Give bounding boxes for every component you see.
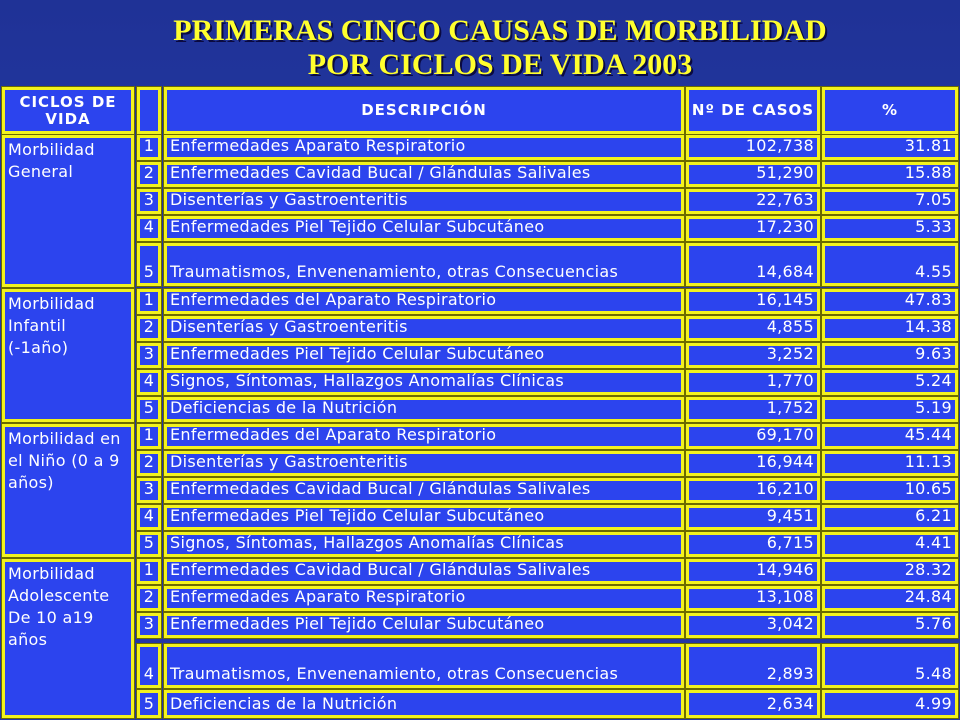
case-count: 102,738 (686, 135, 820, 160)
title-line-2: POR CICLOS DE VIDA 2003 (307, 48, 693, 81)
cause-description: Deficiencias de la Nutrición (164, 690, 684, 718)
cycle-label: Morbilidad General (2, 135, 134, 287)
case-count: 13,108 (686, 586, 820, 611)
case-percent: 5.24 (822, 370, 958, 395)
row-number: 1 (137, 135, 161, 160)
case-percent: 31.81 (822, 135, 958, 160)
case-count: 22,763 (686, 189, 820, 214)
row-number: 2 (137, 586, 161, 611)
case-count: 69,170 (686, 424, 820, 449)
cause-description: Enfermedades del Aparato Respiratorio (164, 424, 684, 449)
cause-description: Enfermedades Piel Tejido Celular Subcutáneo (164, 216, 684, 241)
cause-description: Enfermedades Piel Tejido Celular Subcutáneo (164, 505, 684, 530)
case-count: 3,042 (686, 613, 820, 638)
case-count: 14,684 (686, 243, 820, 286)
case-percent: 5.76 (822, 613, 958, 638)
case-count: 16,145 (686, 289, 820, 314)
row-number: 1 (137, 424, 161, 449)
case-percent: 24.84 (822, 586, 958, 611)
page-title (0, 14, 960, 82)
cause-description: Deficiencias de la Nutrición (164, 397, 684, 422)
row-number: 1 (137, 559, 161, 584)
header-descripcion: DESCRIPCIÓN (164, 87, 684, 134)
row-number: 2 (137, 162, 161, 187)
cause-description: Enfermedades Cavidad Bucal / Glándulas Salivales (164, 162, 684, 187)
case-count: 6,715 (686, 532, 820, 557)
case-percent: 11.13 (822, 451, 958, 476)
case-count: 14,946 (686, 559, 820, 584)
row-number: 5 (137, 397, 161, 422)
case-percent: 5.19 (822, 397, 958, 422)
case-percent: 5.48 (822, 644, 958, 688)
case-percent: 45.44 (822, 424, 958, 449)
cause-description: Disenterías y Gastroenteritis (164, 451, 684, 476)
case-percent: 28.32 (822, 559, 958, 584)
cause-description: Enfermedades Piel Tejido Celular Subcutáneo (164, 613, 684, 638)
cause-description: Traumatismos, Envenenamiento, otras Consecuencias (164, 243, 684, 286)
case-percent: 47.83 (822, 289, 958, 314)
cycle-label: Morbilidad Infantil (-1año) (2, 289, 134, 422)
title-line-1: PRIMERAS CINCO CAUSAS DE MORBILIDAD (173, 14, 827, 47)
cause-description: Enfermedades Cavidad Bucal / Glándulas Salivales (164, 559, 684, 584)
case-count: 2,634 (686, 690, 820, 718)
cause-description: Traumatismos, Envenenamiento, otras Consecuencias (164, 644, 684, 688)
row-number: 5 (137, 690, 161, 718)
case-count: 9,451 (686, 505, 820, 530)
case-percent: 14.38 (822, 316, 958, 341)
header-casos: Nº DE CASOS (686, 87, 820, 134)
cause-description: Enfermedades Aparato Respiratorio (164, 586, 684, 611)
case-count: 1,752 (686, 397, 820, 422)
case-percent: 4.99 (822, 690, 958, 718)
case-count: 3,252 (686, 343, 820, 368)
cycle-label: Morbilidad Adolescente De 10 a19 años (2, 559, 134, 718)
cause-description: Signos, Síntomas, Hallazgos Anomalías Clínicas (164, 370, 684, 395)
cycle-label: Morbilidad en el Niño (0 a 9 años) (2, 424, 134, 557)
cause-description: Enfermedades Aparato Respiratorio (164, 135, 684, 160)
row-number: 3 (137, 613, 161, 638)
case-percent: 10.65 (822, 478, 958, 503)
row-number: 1 (137, 289, 161, 314)
row-number: 5 (137, 532, 161, 557)
row-number: 3 (137, 343, 161, 368)
header-number (137, 87, 161, 134)
row-number: 5 (137, 243, 161, 286)
case-percent: 15.88 (822, 162, 958, 187)
case-count: 4,855 (686, 316, 820, 341)
case-count: 51,290 (686, 162, 820, 187)
header-percent: % (822, 87, 958, 134)
case-percent: 4.55 (822, 243, 958, 286)
case-count: 16,944 (686, 451, 820, 476)
case-percent: 7.05 (822, 189, 958, 214)
case-count: 2,893 (686, 644, 820, 688)
case-percent: 9.63 (822, 343, 958, 368)
row-number: 4 (137, 370, 161, 395)
cause-description: Disenterías y Gastroenteritis (164, 189, 684, 214)
row-number: 4 (137, 505, 161, 530)
cause-description: Enfermedades del Aparato Respiratorio (164, 289, 684, 314)
cause-description: Disenterías y Gastroenteritis (164, 316, 684, 341)
cause-description: Enfermedades Cavidad Bucal / Glándulas Salivales (164, 478, 684, 503)
cause-description: Enfermedades Piel Tejido Celular Subcutáneo (164, 343, 684, 368)
row-number: 2 (137, 316, 161, 341)
case-percent: 4.41 (822, 532, 958, 557)
cause-description: Signos, Síntomas, Hallazgos Anomalías Clínicas (164, 532, 684, 557)
row-number: 4 (137, 216, 161, 241)
case-count: 17,230 (686, 216, 820, 241)
row-number: 4 (137, 644, 161, 688)
case-count: 1,770 (686, 370, 820, 395)
row-number: 3 (137, 478, 161, 503)
row-number: 2 (137, 451, 161, 476)
row-number: 3 (137, 189, 161, 214)
case-percent: 6.21 (822, 505, 958, 530)
header-ciclos: CICLOS DE VIDA (2, 87, 134, 134)
case-percent: 5.33 (822, 216, 958, 241)
case-count: 16,210 (686, 478, 820, 503)
